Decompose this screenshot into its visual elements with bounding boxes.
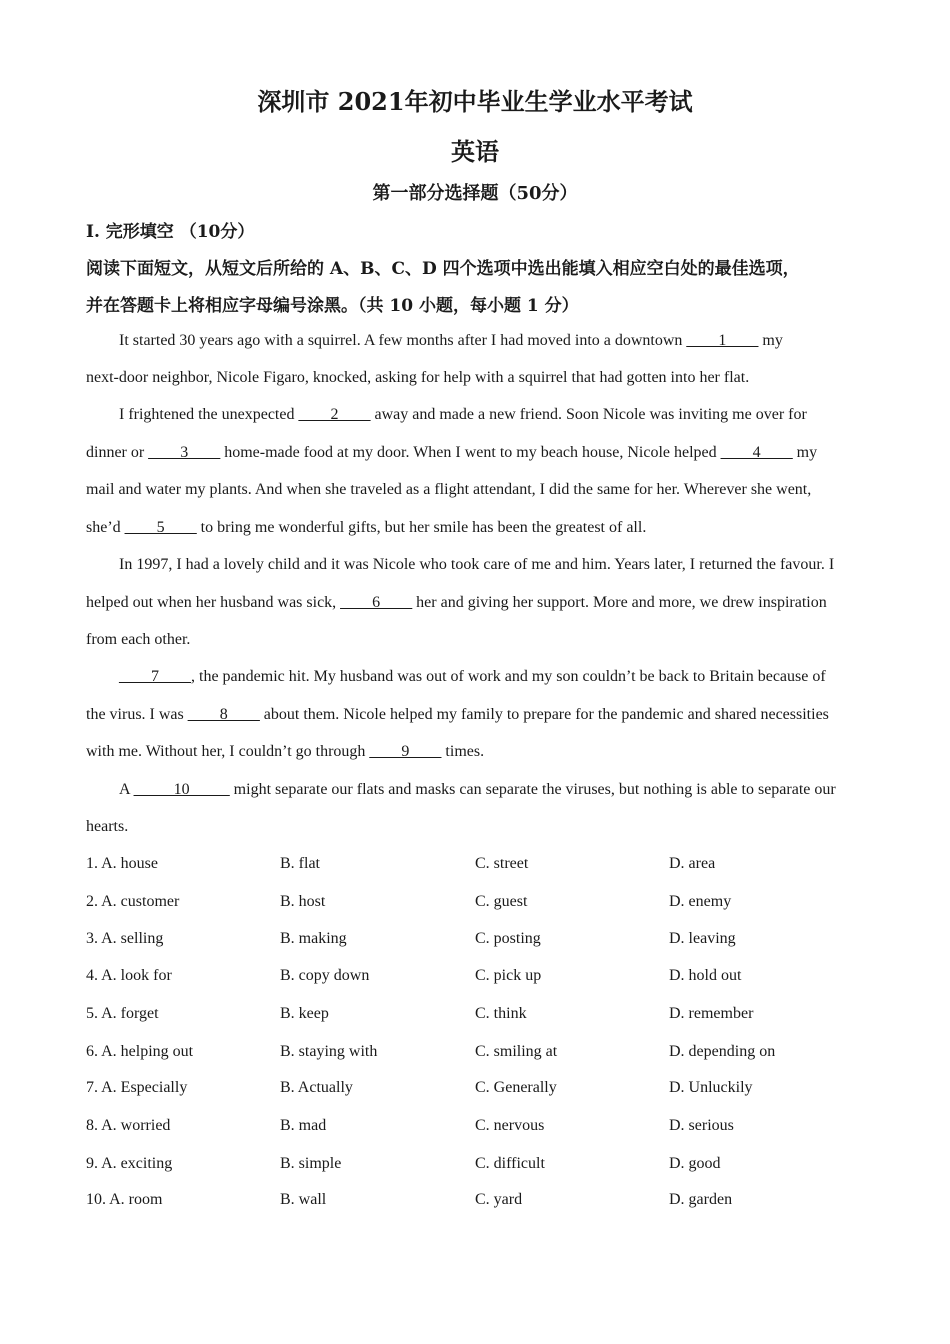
option-a: 8. A. worried bbox=[86, 1117, 171, 1134]
option-b: B. mad bbox=[280, 1117, 327, 1134]
passage-text: might separate our flats and masks can separate the viruses, but nothing is able to separate our bbox=[229, 781, 836, 798]
option-a: 6. A. helping out bbox=[86, 1043, 194, 1060]
blank-1: ____1____ bbox=[686, 332, 759, 349]
option-a: 1. A. house bbox=[86, 855, 158, 872]
option-c: C. difficult bbox=[475, 1155, 545, 1172]
passage-line bbox=[119, 331, 783, 351]
subject-title: 英语 bbox=[451, 137, 499, 166]
passage-text: she’d bbox=[86, 519, 125, 536]
passage-text: with me. Without her, I couldn’t go through bbox=[86, 743, 370, 760]
passage-line bbox=[86, 518, 646, 538]
blank-9: ____9____ bbox=[369, 743, 442, 760]
passage-text: home-made food at my door. When I went to my beach house, Nicole helped bbox=[220, 444, 721, 461]
option-a: 7. A. Especially bbox=[86, 1079, 188, 1096]
passage-text: , the pandemic hit. My husband was out of work and my son couldn’t be back to Britain because of bbox=[191, 668, 826, 685]
passage-line bbox=[86, 705, 829, 725]
option-d: D. garden bbox=[669, 1191, 733, 1208]
section-heading: I. 完形填空 （10分） bbox=[86, 222, 255, 242]
blank-3: ____3____ bbox=[148, 444, 221, 461]
passage-text: my bbox=[758, 332, 783, 349]
passage-text: my bbox=[792, 444, 818, 461]
option-a: 9. A. exciting bbox=[86, 1155, 173, 1172]
passage-text: It started 30 years ago with a squirrel. A few months after I had moved into a downtown bbox=[119, 332, 687, 349]
option-c: C. street bbox=[475, 855, 529, 872]
passage-line bbox=[86, 593, 827, 613]
option-c: C. posting bbox=[475, 930, 541, 947]
blank-8: ____8____ bbox=[187, 706, 260, 723]
option-b: B. Actually bbox=[280, 1079, 353, 1096]
blank-4: ____4____ bbox=[720, 444, 793, 461]
option-c: C. Generally bbox=[475, 1079, 557, 1096]
passage-line: In 1997, I had a lovely child and it was Nicole who took care of me and him. Years later, I returned the favour. I bbox=[119, 556, 835, 573]
option-c: C. nervous bbox=[475, 1117, 545, 1134]
option-b: B. copy down bbox=[280, 967, 370, 984]
option-c: C. think bbox=[475, 1005, 527, 1022]
option-d: D. serious bbox=[669, 1117, 734, 1134]
passage-line bbox=[86, 443, 817, 463]
option-a: 4. A. look for bbox=[86, 967, 172, 984]
option-a: 2. A. customer bbox=[86, 893, 180, 910]
passage-line: next-door neighbor, Nicole Figaro, knocked, asking for help with a squirrel that had gotten into her flat. bbox=[86, 369, 750, 386]
passage-line bbox=[119, 405, 807, 425]
option-a: 3. A. selling bbox=[86, 930, 164, 947]
passage-line bbox=[119, 780, 836, 800]
passage-text: helped out when her husband was sick, bbox=[86, 594, 341, 611]
instruction-line-2: 并在答题卡上将相应字母编号涂黑。（共 10 小题，每小题 1 分） bbox=[86, 296, 579, 316]
option-d: D. depending on bbox=[669, 1043, 776, 1060]
option-b: B. wall bbox=[280, 1191, 327, 1208]
option-d: D. remember bbox=[669, 1005, 754, 1022]
passage-line: mail and water my plants. And when she traveled as a flight attendant, I did the same for her. Wherever she went, bbox=[86, 481, 812, 498]
option-b: B. keep bbox=[280, 1005, 329, 1022]
passage-text: about them. Nicole helped my family to prepare for the pandemic and shared necessities bbox=[259, 706, 829, 723]
blank-7: ____7____ bbox=[119, 668, 191, 685]
passage-text: away and made a new friend. Soon Nicole was inviting me over for bbox=[370, 406, 807, 423]
blank-2: ____2____ bbox=[298, 406, 371, 423]
blank-6: ____6____ bbox=[340, 594, 413, 611]
option-d: D. good bbox=[669, 1155, 721, 1172]
passage-text: times. bbox=[441, 743, 485, 760]
option-d: D. Unluckily bbox=[669, 1079, 753, 1096]
passage-line: hearts. bbox=[86, 818, 129, 835]
passage-text: her and giving her support. More and more, we drew inspiration bbox=[412, 594, 827, 611]
option-b: B. staying with bbox=[280, 1043, 378, 1060]
passage-line bbox=[119, 667, 826, 687]
exam-title: 深圳市 2021年初中毕业生学业水平考试 bbox=[257, 87, 693, 116]
option-a: 5. A. forget bbox=[86, 1005, 159, 1022]
blank-10: _____10_____ bbox=[133, 781, 230, 798]
passage-text: A bbox=[119, 781, 134, 798]
passage-line: from each other. bbox=[86, 631, 191, 648]
part-title: 第一部分选择题（50分） bbox=[372, 183, 578, 204]
passage-text: dinner or bbox=[86, 444, 149, 461]
option-d: D. leaving bbox=[669, 930, 736, 947]
option-c: C. yard bbox=[475, 1191, 523, 1208]
instruction-line-1: 阅读下面短文，从短文后所给的 A、B、C、D 四个选项中选出能填入相应空白处的最佳选项， bbox=[86, 259, 800, 279]
option-c: C. guest bbox=[475, 893, 528, 910]
option-a: 10. A. room bbox=[86, 1191, 163, 1208]
passage-text: I frightened the unexpected bbox=[119, 406, 299, 423]
option-c: C. smiling at bbox=[475, 1043, 558, 1060]
option-d: D. hold out bbox=[669, 967, 742, 984]
blank-5: ____5____ bbox=[124, 519, 197, 536]
option-d: D. area bbox=[669, 855, 716, 872]
passage-text: to bring me wonderful gifts, but her smile has been the greatest of all. bbox=[196, 519, 647, 536]
option-c: C. pick up bbox=[475, 967, 542, 984]
option-d: D. enemy bbox=[669, 893, 732, 910]
passage-line bbox=[86, 742, 484, 762]
option-b: B. simple bbox=[280, 1155, 342, 1172]
option-b: B. making bbox=[280, 930, 347, 947]
option-b: B. flat bbox=[280, 855, 320, 872]
passage-text: the virus. I was bbox=[86, 706, 188, 723]
option-b: B. host bbox=[280, 893, 326, 910]
